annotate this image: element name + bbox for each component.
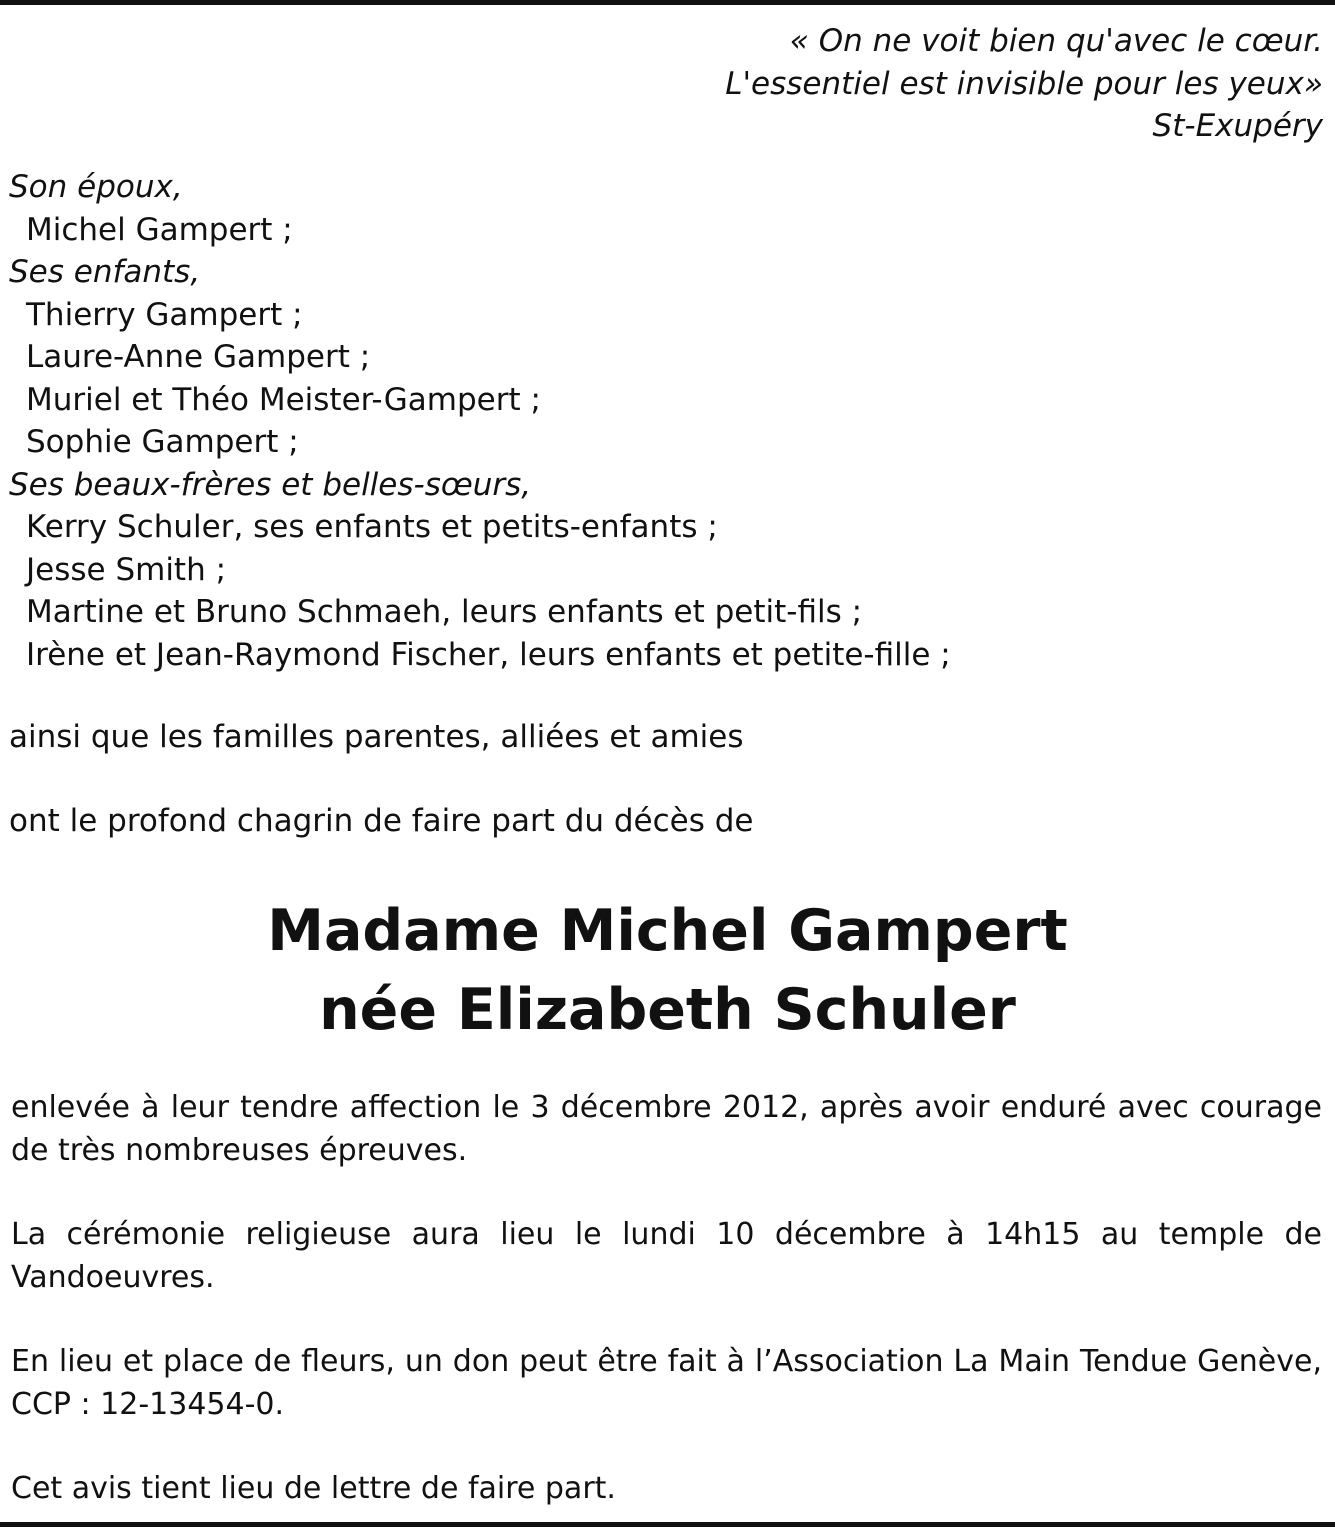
announcement-line: ont le profond chagrin de faire part du décès de <box>9 803 754 839</box>
death-paragraph: enlevée à leur tendre affection le 3 décembre 2012, après avoir enduré avec courage de très nombreuses épreuves. <box>11 1090 1322 1168</box>
spouse-name: Michel Gampert ; <box>26 211 293 248</box>
quote-author: St-Exupéry <box>1152 108 1323 144</box>
child-name: Sophie Gampert ; <box>26 424 299 460</box>
children-heading: Ses enfants, <box>9 254 201 290</box>
inlaw-name: Martine et Bruno Schmaeh, leurs enfants et petit-fils ; <box>26 594 863 630</box>
inlaw-name: Irène et Jean-Raymond Fischer, leurs enfants et petite-fille ; <box>26 636 951 673</box>
ceremony-paragraph: La cérémonie religieuse aura lieu le lundi 10 décembre à 14h15 au temple de Vandoeuvres. <box>11 1217 1322 1295</box>
deceased-name: Madame Michel Gampert <box>267 898 1068 964</box>
deceased-maiden-name: née Elizabeth Schuler <box>319 977 1016 1043</box>
inlaw-name: Jesse Smith ; <box>26 551 227 588</box>
inlaws-heading: Ses beaux-frères et belles-sœurs, <box>9 466 532 503</box>
child-name: Laure-Anne Gampert ; <box>26 339 371 375</box>
quote-line-1: « On ne voit bien qu'avec le cœur. <box>789 23 1323 59</box>
donation-paragraph: En lieu et place de fleurs, un don peut être fait à l’Association La Main Tendue Genève, CCP : 12-13454-0. <box>11 1344 1322 1422</box>
epigraph-quote <box>523 20 1323 148</box>
inlaw-name: Kerry Schuler, ses enfants et petits-enfants ; <box>26 509 718 545</box>
child-name: Thierry Gampert ; <box>26 296 303 333</box>
spouse-heading: Son époux, <box>9 169 183 205</box>
child-name: Muriel et Théo Meister-Gampert ; <box>26 381 541 418</box>
closing-paragraph: Cet avis tient lieu de lettre de faire part. <box>11 1471 616 1506</box>
family-list <box>9 166 1309 676</box>
relatives-line: ainsi que les familles parentes, alliées et amies <box>9 719 744 755</box>
quote-line-2: L'essentiel est invisible pour les yeux» <box>725 65 1323 102</box>
top-border-rule <box>0 0 1335 5</box>
bottom-border-rule <box>0 1522 1335 1527</box>
deceased-name-block <box>0 892 1335 1050</box>
